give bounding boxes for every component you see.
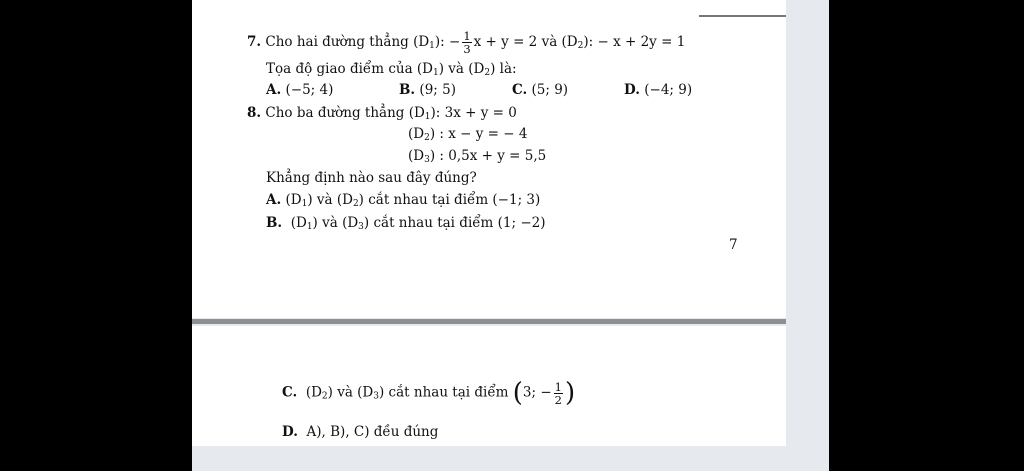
q8-l3-sub: 3 [424, 155, 430, 165]
option-letter: A. [266, 82, 282, 98]
page-1 [192, 0, 786, 318]
opt-sub: 3 [358, 222, 364, 232]
fraction-one-third [462, 30, 471, 55]
option-letter: B. [399, 82, 416, 98]
opt-part: (D [285, 192, 302, 208]
option-text: (5; 9) [531, 82, 569, 98]
opt-part: (D [290, 215, 307, 231]
opt-sub: 2 [321, 391, 328, 402]
option-letter: A. [266, 192, 282, 208]
q8-l3-eq: ) : 0,5x + y = 5,5 [429, 148, 547, 164]
close-paren: ) [565, 378, 576, 408]
line-d3-equation [408, 150, 546, 164]
opt-part: ) cắt nhau tại điểm [379, 384, 509, 401]
option-7a [266, 84, 333, 98]
q7-d2-sub: 2 [577, 41, 584, 51]
opt-part: ) và (D [307, 192, 353, 208]
q8-question: Khẳng định nào sau đây đúng? [266, 170, 477, 186]
q7-question-c: ) là: [490, 61, 517, 77]
page-2 [192, 326, 786, 446]
question-8-number: 8. [247, 105, 262, 121]
open-paren: ( [512, 378, 523, 408]
q7-question-sub2: 2 [484, 68, 491, 78]
option-letter: C. [282, 384, 298, 401]
header-rule [699, 15, 786, 17]
q7-d1-tail: x + y = 2 [473, 34, 538, 50]
page-number [729, 239, 738, 253]
point-x: 3; − [522, 384, 552, 401]
option-letter: C. [512, 82, 528, 98]
option-text: (−4; 9) [644, 82, 693, 98]
question-7-statement [247, 30, 685, 55]
opt-sub: 1 [301, 199, 308, 209]
line-d2-equation [408, 128, 527, 142]
q7-d2-eq: ): − x + 2y = 1 [583, 34, 686, 50]
fraction-numerator: 1 [463, 29, 471, 43]
option-8d [282, 426, 438, 440]
question-8-prompt [266, 172, 477, 186]
page-number-text: 7 [729, 237, 738, 253]
q8-l1-sub: 1 [424, 112, 431, 122]
option-text: A), B), C) đều đúng [306, 424, 439, 440]
option-7b [399, 84, 456, 98]
option-7c [512, 84, 568, 98]
question-7-prompt [266, 63, 517, 77]
q7-question-sub1: 1 [433, 68, 439, 78]
q8-l2-sub: 2 [424, 133, 430, 143]
q8-l2-eq: ) : x − y = − 4 [429, 126, 528, 142]
opt-sub: 3 [373, 391, 379, 402]
opt-sub: 1 [306, 222, 313, 232]
option-letter: B. [266, 215, 283, 231]
q8-l2-pre: (D [408, 126, 425, 142]
option-letter: D. [624, 82, 640, 98]
option-8c [282, 380, 575, 406]
q8-l1-eq: ): 3x + y = 0 [430, 105, 517, 121]
option-8b [266, 217, 546, 231]
q7-question-a: Tọa độ giao điểm của (D [266, 61, 434, 77]
opt-part: ) và (D [312, 215, 359, 231]
fraction-denominator: 2 [554, 392, 562, 407]
option-text: (9; 5) [419, 82, 456, 98]
document-viewer [192, 0, 829, 471]
q7-d1-mid: ): − [434, 34, 461, 50]
fraction-numerator: 1 [554, 379, 562, 394]
q7-lead: Cho hai đường thẳng (D [265, 34, 430, 50]
page-separator [192, 319, 786, 324]
question-7-number: 7. [247, 34, 262, 50]
q7-question-b: ) và (D [438, 61, 485, 77]
option-letter: D. [282, 424, 298, 440]
opt-part: ) cắt nhau tại điểm (−1; 3) [358, 192, 541, 208]
opt-part: ) và (D [327, 384, 374, 401]
q7-conj: và (D [541, 34, 578, 50]
q8-lead: Cho ba đường thẳng (D [265, 105, 425, 121]
option-text: (−5; 4) [285, 82, 334, 98]
opt-sub: 2 [352, 199, 359, 209]
opt-part: ) cắt nhau tại điểm (1; −2) [363, 215, 546, 231]
option-7d [624, 84, 692, 98]
option-8a [266, 194, 540, 208]
q8-l3-pre: (D [408, 148, 425, 164]
opt-part: (D [305, 384, 322, 401]
fraction-denominator: 3 [463, 42, 471, 56]
question-8-statement [247, 107, 517, 121]
q7-d1-sub: 1 [429, 41, 435, 51]
fraction-one-half [554, 381, 563, 406]
